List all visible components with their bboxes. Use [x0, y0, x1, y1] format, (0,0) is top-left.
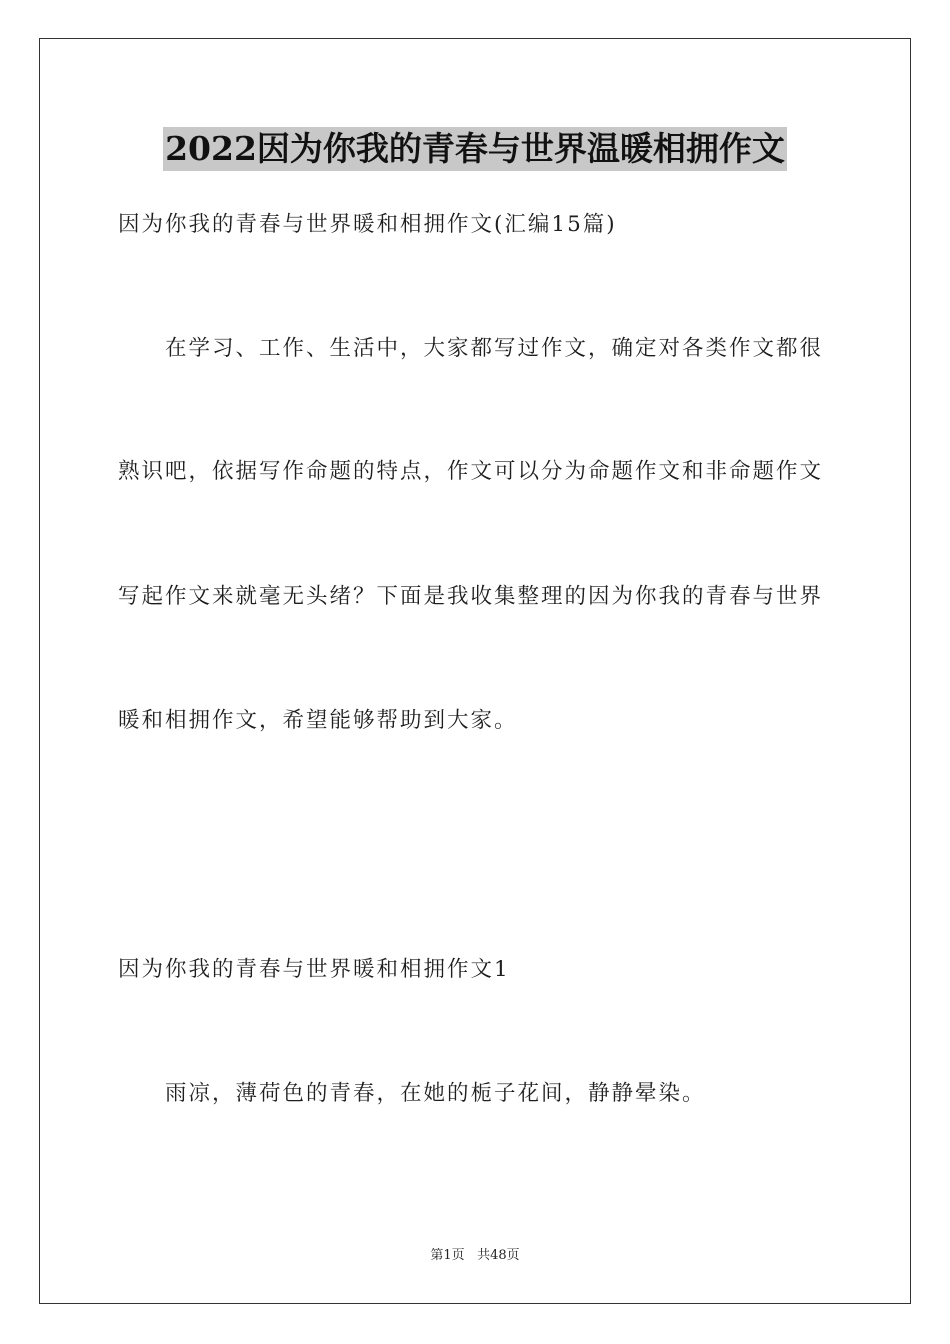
page-total: 共48页 [477, 1248, 520, 1263]
section-paragraph-line-1: 雨凉，薄荷色的青春，在她的栀子花间，静静晕染。 [165, 1081, 706, 1106]
document-subtitle: 因为你我的青春与世界暖和相拥作文(汇编15篇) [118, 212, 617, 237]
page-footer [0, 1246, 950, 1266]
intro-line-4: 暖和相拥作文，希望能够帮助到大家。 [118, 708, 518, 733]
intro-line-1: 在学习、工作、生活中，大家都写过作文，确定对各类作文都很 [165, 336, 824, 361]
intro-line-2: 熟识吧，依据写作命题的特点，作文可以分为命题作文和非命题作文 [118, 459, 824, 484]
section-heading: 因为你我的青春与世界暖和相拥作文1 [118, 957, 510, 982]
title-container [0, 127, 950, 171]
intro-line-3: 写起作文来就毫无头绪？下面是我收集整理的因为你我的青春与世界 [118, 584, 824, 609]
document-title: 2022因为你我的青春与世界温暖相拥作文 [163, 127, 787, 171]
page-number: 第1页 [430, 1248, 465, 1263]
